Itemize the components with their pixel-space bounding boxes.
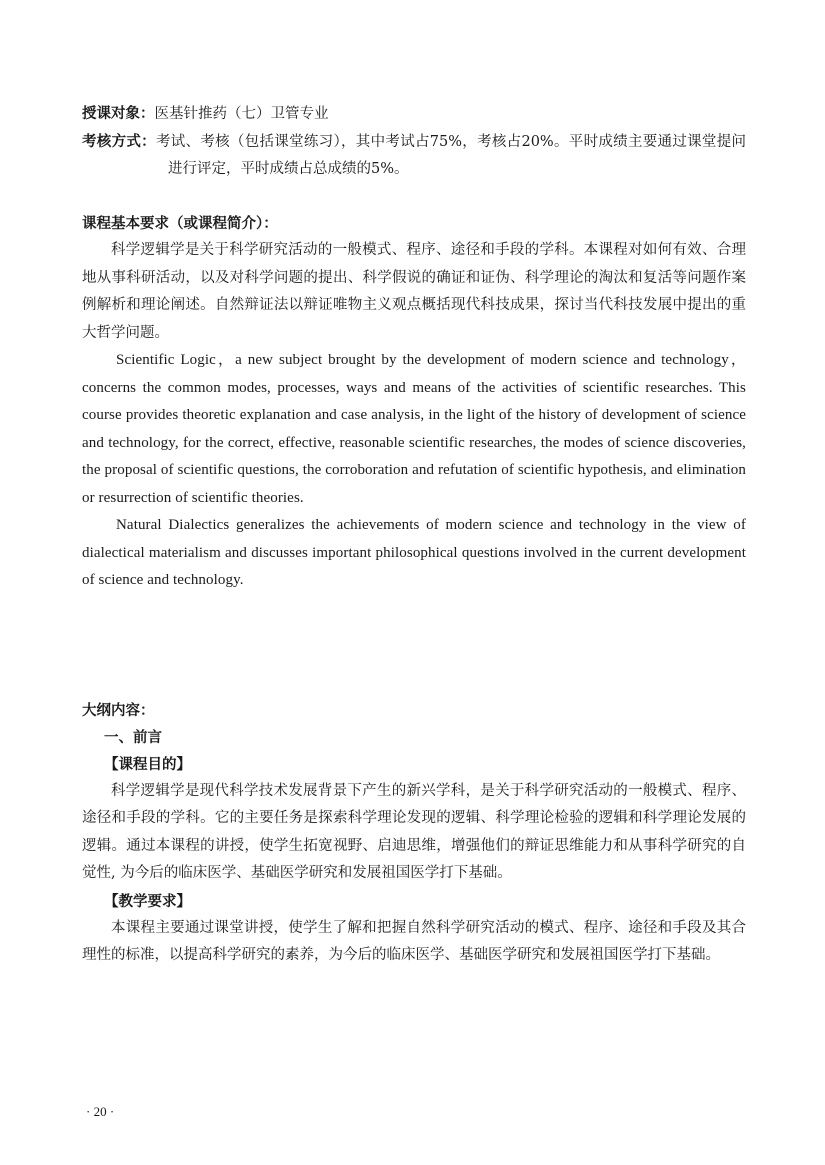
purpose-title: 【课程目的】: [104, 755, 191, 773]
page-number: · 20 ·: [86, 1104, 115, 1119]
assessment-value: 考试、考核（包括课堂练习），其中考试占75%，考核占20%。平时成绩主要通过课堂提问进行评定，平时成绩占总成绩的5%。: [155, 134, 746, 177]
requirement-title: 【教学要求】: [104, 892, 191, 910]
target-label: 授课对象：: [82, 105, 155, 122]
section-title: 一、前言: [104, 728, 162, 746]
requirements-en-paragraph-1: Scientific Logic，a new subject brought by the development of modern science and technology，concerns the common modes, processes, ways and means of the activities of scientific researches. This course provides theoretic explanation and case analysis, in the light of the history of development of science and technology, for the correct, effective, reasonable scientific researches, the modes of science discoveries, the proposal of scientific questions, the corroboration and refutation of scientific hypothesis, and elimination or resurrection of scientific theories.: [82, 352, 746, 506]
requirements-en-paragraph-2: Natural Dialectics generalizes the achievements of modern science and technology in the view of dialectical materialism and discusses important philosophical questions involved in the current development of science and technology.: [82, 517, 746, 588]
target-value: 医基针推药（七）卫管专业: [154, 106, 329, 122]
requirement-text: 本课程主要通过课堂讲授，使学生了解和把握自然科学研究活动的模式、程序、途径和手段及其合理性的标准，以提高科学研究的素养，为今后的临床医学、基础医学研究和发展祖国医学打下基础。: [82, 919, 746, 963]
outline-heading: 大纲内容：: [82, 701, 155, 719]
assessment-label: 考核方式：: [82, 133, 156, 150]
assessment-line: [82, 128, 746, 183]
document-page: [82, 100, 746, 970]
target-line: [82, 100, 746, 128]
purpose-text: 科学逻辑学是现代科学技术发展背景下产生的新兴学科，是关于科学研究活动的一般模式、程序、途径和手段的学科。它的主要任务是探索科学理论发现的逻辑、科学理论检验的逻辑和科学理论发展的逻辑。通过本课程的讲授，使学生拓宽视野、启迪思维，增强他们的辩证思维能力和从事科学研究的自觉性, 为今后的临床医学、基础医学研究和发展祖国医学打下基础。: [82, 782, 746, 881]
requirements-cn-paragraph: 科学逻辑学是关于科学研究活动的一般模式、程序、途径和手段的学科。本课程对如何有效、合理地从事科研活动，以及对科学问题的提出、科学假说的确证和证伪、科学理论的淘汰和复活等问题作案例解析和理论阐述。自然辩证法以辩证唯物主义观点概括现代科技成果，探讨当代科技发展中提出的重大哲学问题。: [82, 242, 746, 341]
requirements-heading: 课程基本要求（或课程简介）：: [82, 215, 278, 232]
